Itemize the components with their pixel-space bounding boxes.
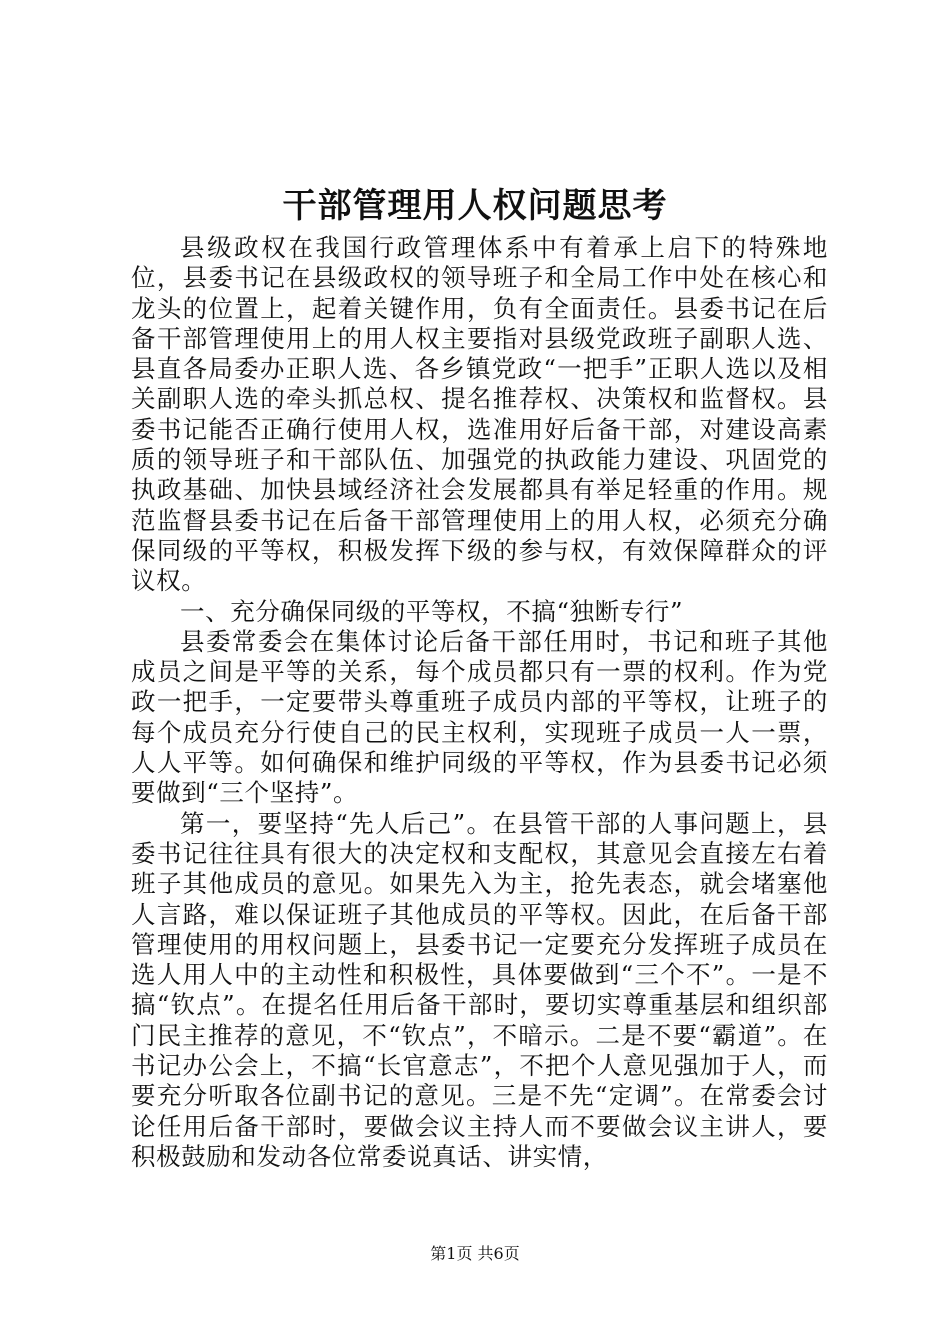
document-body	[131, 233, 828, 1172]
paragraph-first-point: 第一，要坚持“先人后己”。在县管干部的人事问题上，县委书记往往具有很大的决定权和支配权，其意见会直接左右着班子其他成员的意见。如果先入为主，抢先表态，就会堵塞他人言路，难以保证班子其他成员的平等权。因此，在后备干部管理使用的用权问题上，县委书记一定要充分发挥班子成员在选人用人中的主动性和积极性，具体要做到“三个不”。一是不搞“钦点”。在提名任用后备干部时，要切实尊重基层和组织部门民主推荐的意见，不“钦点”，不暗示。二是不要“霸道”。在书记办公会上，不搞“长官意志”，不把个人意见强加于人，而要充分听取各位副书记的意见。三是不先“定调”。在常委会讨论任用后备干部时，要做会议主持人而不要做会议主讲人，要积极鼓励和发动各位常委说真话、讲实情，	[131, 808, 828, 1171]
page-number-footer: 第1页 共6页	[430, 1244, 520, 1263]
document-title: 干部管理用人权问题思考	[282, 186, 668, 226]
section-heading-1: 一、充分确保同级的平等权，不搞“独断专行”	[180, 596, 684, 626]
paragraph-section-1: 县委常委会在集体讨论后备干部任用时，书记和班子其他成员之间是平等的关系，每个成员都只有一票的权利。作为党政一把手，一定要带头尊重班子成员内部的平等权，让班子的每个成员充分行使自己的民主权利，实现班子成员一人一票，人人平等。如何确保和维护同级的平等权，作为县委书记必须要做到“三个坚持”。	[131, 626, 828, 808]
paragraph-intro: 县级政权在我国行政管理体系中有着承上启下的特殊地位，县委书记在县级政权的领导班子和全局工作中处在核心和龙头的位置上，起着关键作用，负有全面责任。县委书记在后备干部管理使用上的用人权主要指对县级党政班子副职人选、县直各局委办正职人选、各乡镇党政“一把手”正职人选以及相关副职人选的牵头抓总权、提名推荐权、决策权和监督权。县委书记能否正确行使用人权，选准用好后备干部，对建设高素质的领导班子和干部队伍、加强党的执政能力建设、巩固党的执政基础、加快县域经济社会发展都具有举足轻重的作用。规范监督县委书记在后备干部管理使用上的用人权，必须充分确保同级的平等权，积极发挥下级的参与权，有效保障群众的评议权。	[131, 233, 828, 596]
